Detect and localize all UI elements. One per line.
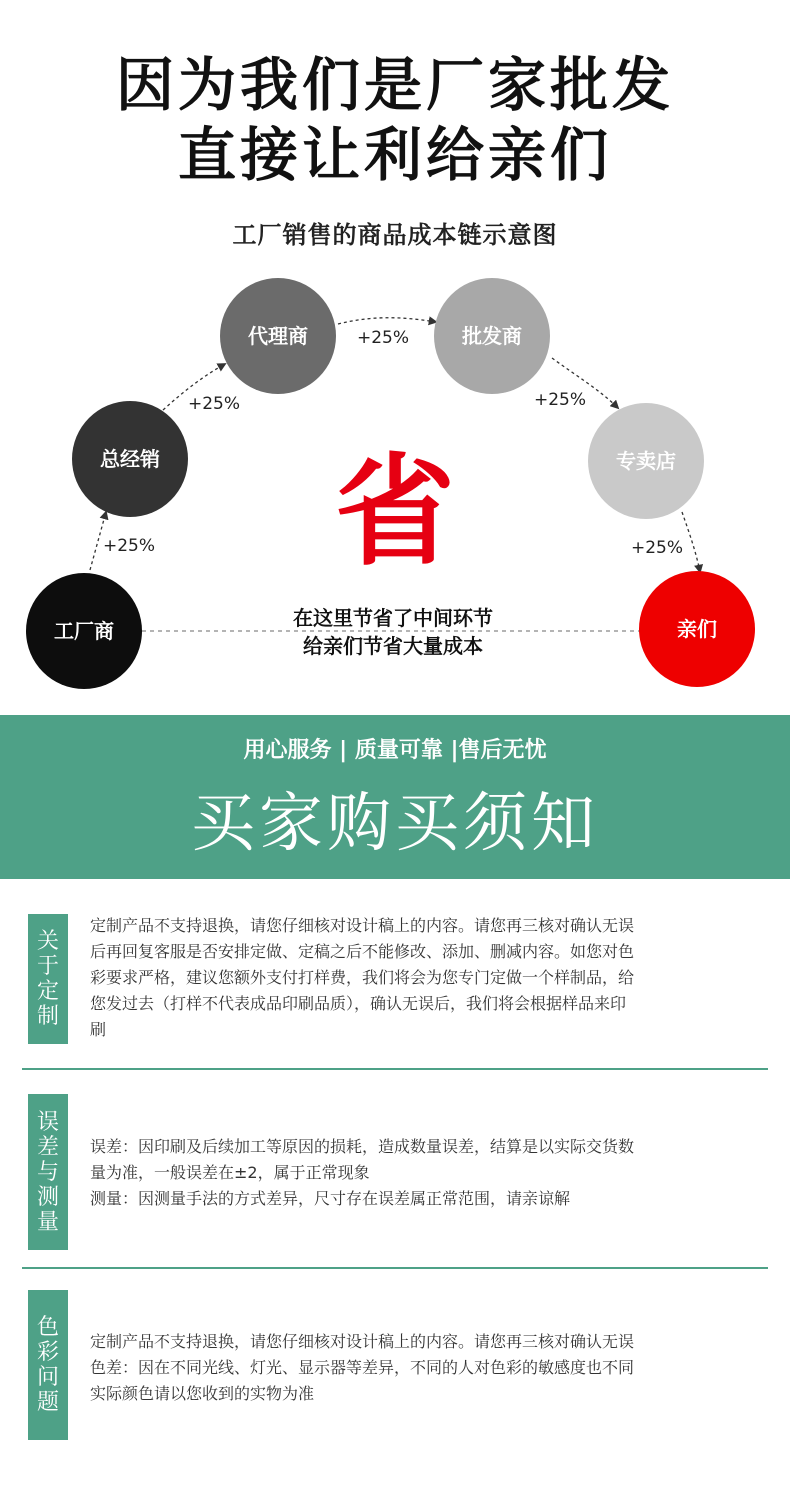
text-line: 您发过去（打样不代表成品印刷品质），确认无误后，我们将会根据样品来印 [90, 994, 627, 1013]
text-line: 量为准，一般误差在±2，属于正常现象 [90, 1163, 370, 1182]
section-tag-label: 色彩问题 [36, 1315, 59, 1415]
section-text-error-measurement [90, 1134, 750, 1212]
node-wholesaler-label: 批发商 [462, 324, 522, 348]
node-distributor-label: 总经销 [100, 447, 160, 471]
text-line: 定制产品不支持退换，请您仔细核对设计稿上的内容。请您再三核对确认无误 [90, 1332, 635, 1351]
save-line-1: 在这里节省了中间环节 [293, 606, 493, 630]
text-line: 测量：因测量手法的方式差异，尺寸存在误差属正常范围，请亲谅解 [90, 1189, 571, 1208]
markup-label-5: +25% [631, 538, 684, 558]
text-line: 后再回复客服是否安排定做、定稿之后不能修改、添加、删减内容。如您对色 [90, 942, 635, 961]
text-line: 色差：因在不同光线、灯光、显示器等差异，不同的人对色彩的敏感度也不同 [90, 1358, 635, 1377]
markup-label-3: +25% [357, 328, 410, 348]
node-agent-label: 代理商 [248, 324, 308, 348]
section-tag-label: 误差与测量 [36, 1109, 59, 1235]
node-customer-label: 亲们 [677, 617, 717, 641]
arrow-3 [338, 318, 436, 324]
diagram-subtitle: 工厂销售的商品成本链示意图 [232, 221, 558, 249]
save-line-2: 给亲们节省大量成本 [303, 634, 483, 658]
section-text-customization [90, 913, 750, 1043]
text-line: 刷 [90, 1020, 107, 1039]
section-text-color-issues [90, 1329, 750, 1407]
section-tag-label: 关于定制 [36, 929, 59, 1029]
section-tag-color-issues [28, 1290, 68, 1440]
save-character: 省 [335, 443, 455, 582]
text-line: 误差：因印刷及后续加工等原因的损耗，造成数量误差，结算是以实际交货数 [90, 1137, 635, 1156]
headline-line-1: 因为我们是厂家批发 [115, 51, 674, 119]
markup-label-4: +25% [534, 390, 587, 410]
section-divider [22, 1068, 768, 1070]
node-factory-label: 工厂商 [54, 619, 114, 643]
section-divider [22, 1267, 768, 1269]
markup-label-2: +25% [188, 394, 241, 414]
text-line: 实际颜色请以您收到的实物为准 [90, 1384, 315, 1403]
section-tag-error-measurement [28, 1094, 68, 1250]
section-tag-customization [28, 914, 68, 1044]
node-store-label: 专卖店 [616, 449, 676, 473]
markup-label-1: +25% [103, 536, 156, 556]
text-line: 定制产品不支持退换，请您仔细核对设计稿上的内容。请您再三核对确认无误 [90, 916, 635, 935]
service-tagline: 用心服务 | 质量可靠 |售后无忧 [243, 738, 547, 763]
text-line: 彩要求严格，建议您额外支付打样费，我们将会为您专门定做一个样制品，给 [90, 968, 635, 987]
arrow-5 [682, 512, 700, 572]
notice-title: 买家购买须知 [191, 787, 599, 861]
headline-line-2: 直接让利给亲们 [177, 121, 612, 189]
cost-chain-diagram [0, 260, 790, 705]
